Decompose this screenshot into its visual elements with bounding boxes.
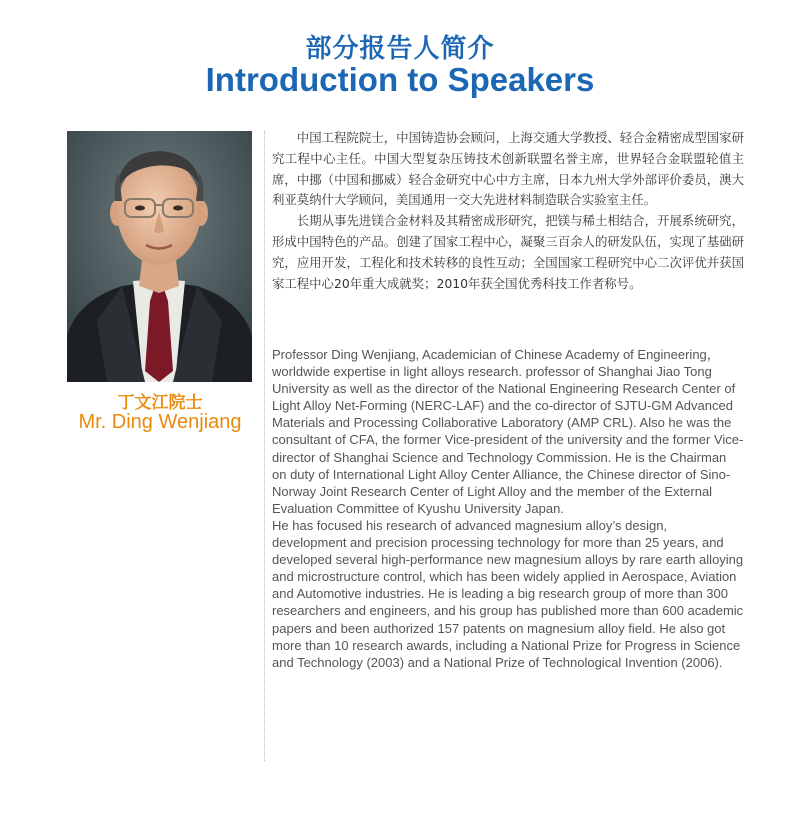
speaker-photo	[67, 131, 252, 382]
bio-cn-paragraph: 长期从事先进镁合金材料及其精密成形研究，把镁与稀土相结合，开展系统研究，形成中国特色的产品。创建了国家工程中心，凝聚三百余人的研发队伍，实现了基础研究，应用开发，工程化和技术转移的良性互动；全国国家工程研究中心二次评优并获国家工程中心20年重大成就奖；2010年获全国优秀科技工作者称号。	[272, 213, 744, 291]
page-title-cn: 部分报告人简介	[305, 34, 495, 64]
speaker-name-en: Mr. Ding Wenjiang	[78, 411, 242, 433]
bio-en-paragraph: He has focused his research of advanced magnesium alloy’s design, development and precision processing technology for more than 25 years, and developed several high-performance new magnesium alloys by rare earth alloying and microstructure control, which has been widely applied in Aerospace, Aviation and Automotive industries. He is leading a big research group of more than 300 researchers and engineers, and his group has published more than 600 academic papers and been authorized 157 patents on magnesium alloy field. He also got more than 10 research awards, including a National Prize for Progress in Science and Technology (2003) and a National Prize of Technological Invention (2006).	[272, 517, 744, 670]
bio-english	[272, 346, 744, 671]
vertical-divider	[264, 131, 265, 761]
portrait-photo-icon	[67, 131, 252, 382]
page-title-en: Introduction to Speakers	[205, 61, 595, 98]
bio-en-paragraph: Professor Ding Wenjiang, Academician of Chinese Academy of Engineering， worldwide expertise in light alloys research. professor of Shanghai Jiao Tong University as well as the director of the National Engineering Research Center of Light Alloy Net-Forming (NERC-LAF) and the co-director of SJTU-GM Advanced Materials and Processing Collaborative Laboratory (AMP CRL). Also he was the consultant of CFA, the former Vice-president of the university and the former Vice-director of Shanghai Science and Technology Commission. He is the Chairman on duty of International Light Alloy Center Alliance, the Chinese director of Sino-Norway Joint Research Center of Light Alloy and the member of the External Evaluation Committee of Kyushu University Japan.	[272, 347, 744, 516]
bio-cn-paragraph: 中国工程院院士，中国铸造协会顾问，上海交通大学教授、轻合金精密成型国家研究工程中心主任。中国大型复杂压铸技术创新联盟名誉主席，世界轻合金联盟轮值主席，中挪（中国和挪威）轻合金研究中心中方主席，日本九州大学外部评价委员，澳大利亚莫纳什大学顾问，美国通用一交大先进材料制造联合实验室主任。	[272, 130, 744, 208]
bio-chinese	[272, 128, 744, 294]
speaker-name-cn: 丁文江院士	[117, 393, 203, 413]
